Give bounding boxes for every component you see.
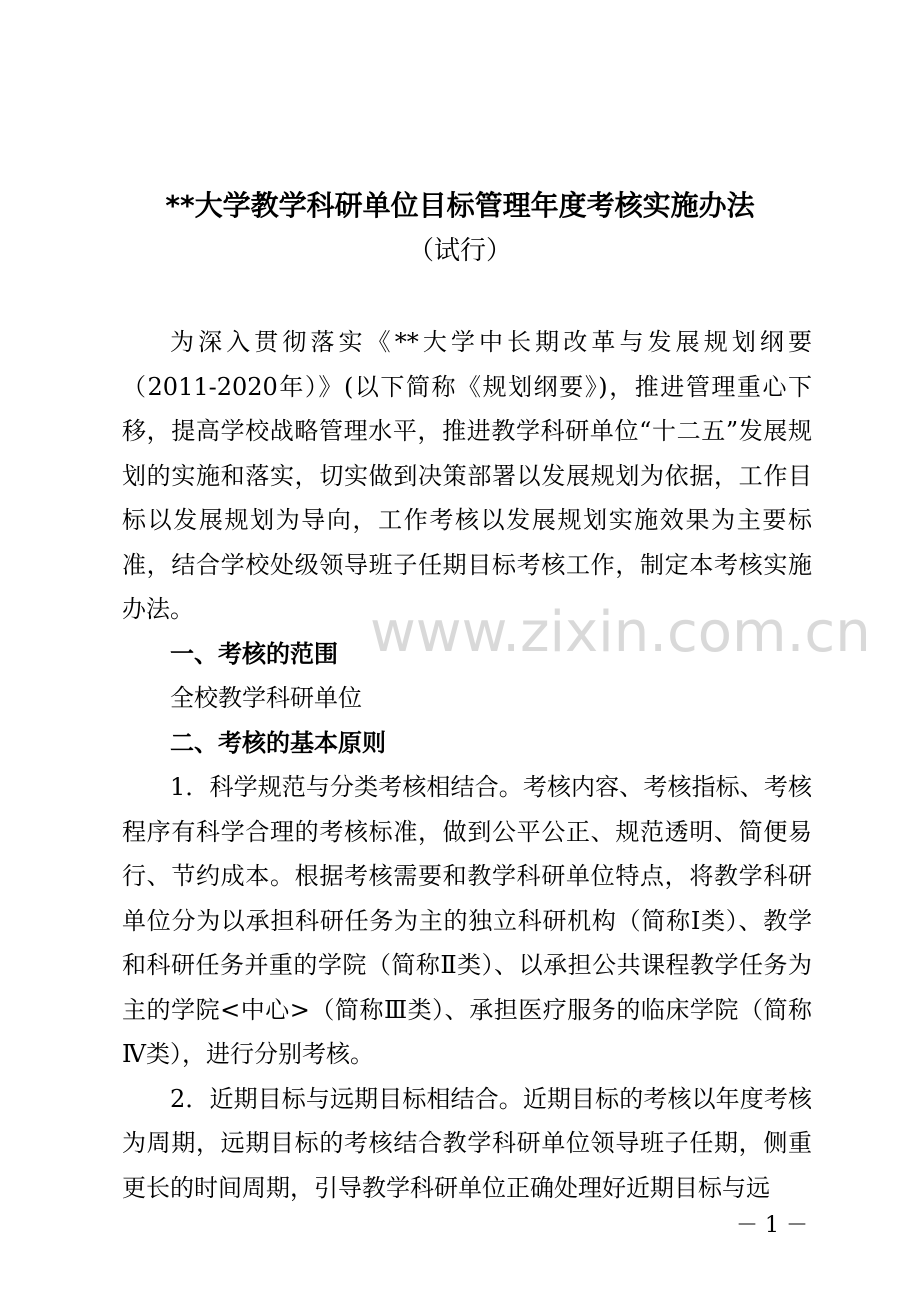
section-heading-scope: 一、考核的范围 <box>170 639 338 668</box>
intro-paragraph: 为深入贯彻落实《**大学中长期改革与发展规划纲要（2011-2020年）》(以下简称《规划纲要》)，推进管理重心下移，提高学校战略管理水平，推进教学科研单位“十二五”发展规划的实施和落实，切实做到决策部署以发展规划为依据，工作目标以发展规划为导向，工作考核以发展规划实施效果为主要标准，结合学校处级领导班子任期目标考核工作，制定本考核实施办法。 <box>122 328 812 623</box>
page-number: － 1 － <box>736 1213 808 1238</box>
watermark: www.zixin.com.cn <box>370 600 871 665</box>
document-title: **大学教学科研单位目标管理年度考核实施办法 <box>165 189 755 222</box>
principle-paragraph-1: 1．科学规范与分类考核相结合。考核内容、考核指标、考核程序有科学合理的考核标准，做到公平公正、规范透明、简便易行、节约成本。根据考核需要和教学科研单位特点，将教学科研单位分为以承担科研任务为主的独立科研机构（简称Ⅰ类）、教学和科研任务并重的学院（简称Ⅱ类）、以承担公共课程教学任务为主的学院<中心>（简称Ⅲ类）、承担医疗服务的临床学院（简称Ⅳ类），进行分别考核。 <box>122 773 812 1068</box>
section-text-scope: 全校教学科研单位 <box>170 684 362 712</box>
principle-paragraph-2: 2．近期目标与远期目标相结合。近期目标的考核以年度考核为周期，远期目标的考核结合教学科研单位领导班子任期，侧重更长的时间周期，引导教学科研单位正确处理好近期目标与远 <box>122 1084 812 1202</box>
document-subtitle: （试行） <box>407 236 512 266</box>
section-heading-principles: 二、考核的基本原则 <box>170 728 386 757</box>
document-body <box>122 320 812 1210</box>
